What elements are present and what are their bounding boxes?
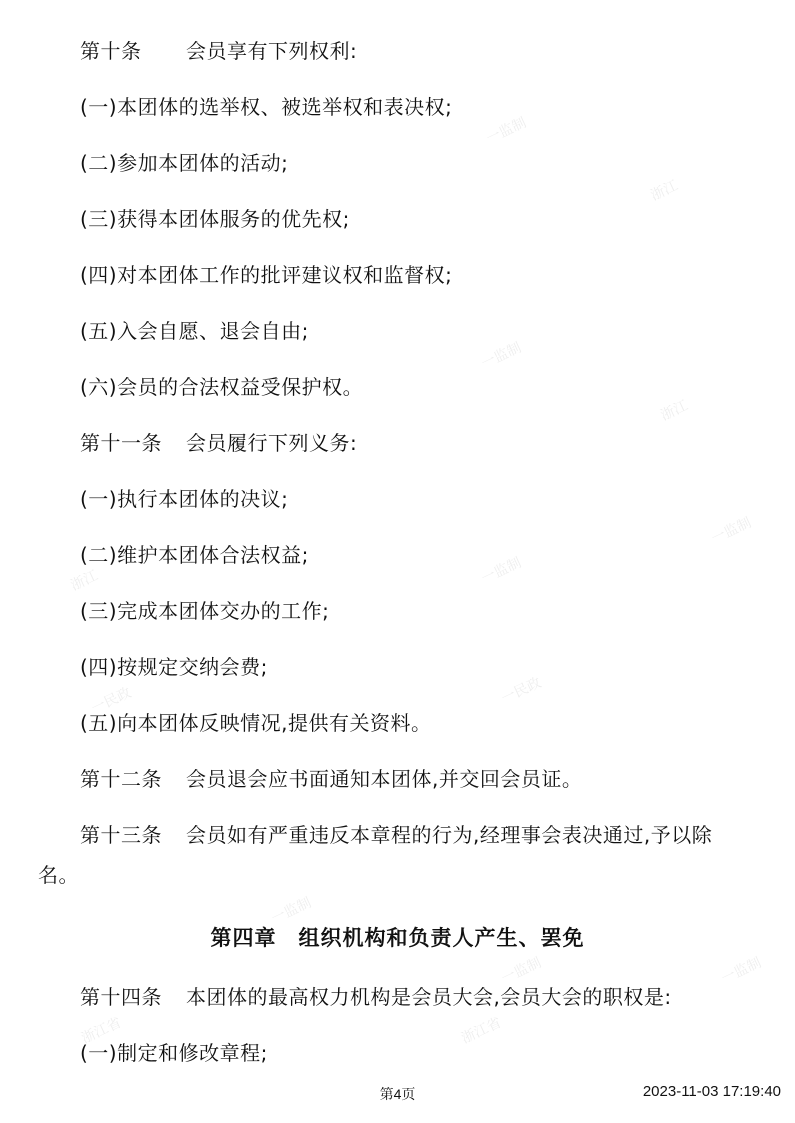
watermark-fragment: 一监制 [719,954,764,988]
watermark-fragment: 一监制 [499,954,544,988]
article-number: 第十条 [80,39,142,63]
watermark-fragment: 一民政 [89,684,134,718]
list-item-text: (四)对本团体工作的批评建议权和监督权; [80,263,453,287]
list-item [80,262,452,288]
list-item-text: (五)向本团体反映情况,提供有关资料。 [80,711,432,735]
article-11-heading [80,430,357,456]
list-item [80,374,363,400]
article-number: 第十四条 [80,985,162,1009]
list-item [80,150,288,176]
article-text: 本团体的最高权力机构是会员大会,会员大会的职权是: [186,985,672,1009]
list-item [80,206,350,232]
list-item-text: (二)参加本团体的活动; [80,151,289,175]
continuation-text: 名。 [38,863,79,887]
list-item-text: (一)制定和修改章程; [80,1041,268,1065]
list-item [80,710,431,736]
list-item-text: (六)会员的合法权益受保护权。 [80,375,364,399]
watermark-fragment: 浙江 [648,177,681,205]
article-13 [80,822,712,848]
article-14-heading [80,984,672,1010]
watermark-fragment: 一监制 [709,514,754,548]
chapter-number: 第四章 [210,926,277,950]
list-item-text: (一)执行本团体的决议; [80,487,289,511]
article-text: 会员享有下列权利: [186,39,358,63]
list-item [80,94,452,120]
list-item-text: (一)本团体的选举权、被选举权和表决权; [80,95,453,119]
article-number: 第十一条 [80,431,162,455]
watermark-fragment: 浙江 [658,397,691,425]
article-number: 第十三条 [80,823,162,847]
article-text: 会员退会应书面通知本团体,并交回会员证。 [186,767,583,791]
list-item-text: (五)入会自愿、退会自由; [80,319,309,343]
list-item [80,654,268,680]
chapter-heading [0,924,795,952]
list-item-text: (二)维护本团体合法权益; [80,543,309,567]
list-item [80,318,309,344]
list-item-text: (三)完成本团体交办的工作; [80,599,330,623]
list-item [80,598,329,624]
list-item [80,1040,268,1066]
watermark-fragment: 一监制 [484,114,529,148]
watermark-fragment: 一监制 [479,339,524,373]
article-10-heading [80,38,357,64]
watermark-fragment: 一监制 [269,894,314,928]
watermark-fragment: 浙江 [68,567,101,595]
article-text: 会员如有严重违反本章程的行为,经理事会表决通过,予以除 [186,823,713,847]
watermark-fragment: 一监制 [479,554,524,588]
article-12 [80,766,582,792]
list-item [80,486,288,512]
list-item-text: (三)获得本团体服务的优先权; [80,207,350,231]
watermark-fragment: 浙江省 [459,1014,504,1048]
watermark-fragment: 一民政 [499,674,544,708]
article-13-continuation [38,862,79,888]
article-text: 会员履行下列义务: [186,431,358,455]
page-number: 第4页 [379,1086,416,1102]
list-item-text: (四)按规定交纳会费; [80,655,268,679]
print-timestamp: 2023-11-03 17:19:40 [642,1083,781,1100]
watermark-fragment: 浙江省 [79,1014,124,1048]
chapter-title: 组织机构和负责人产生、罢免 [298,926,585,950]
article-number: 第十二条 [80,767,162,791]
list-item [80,542,309,568]
